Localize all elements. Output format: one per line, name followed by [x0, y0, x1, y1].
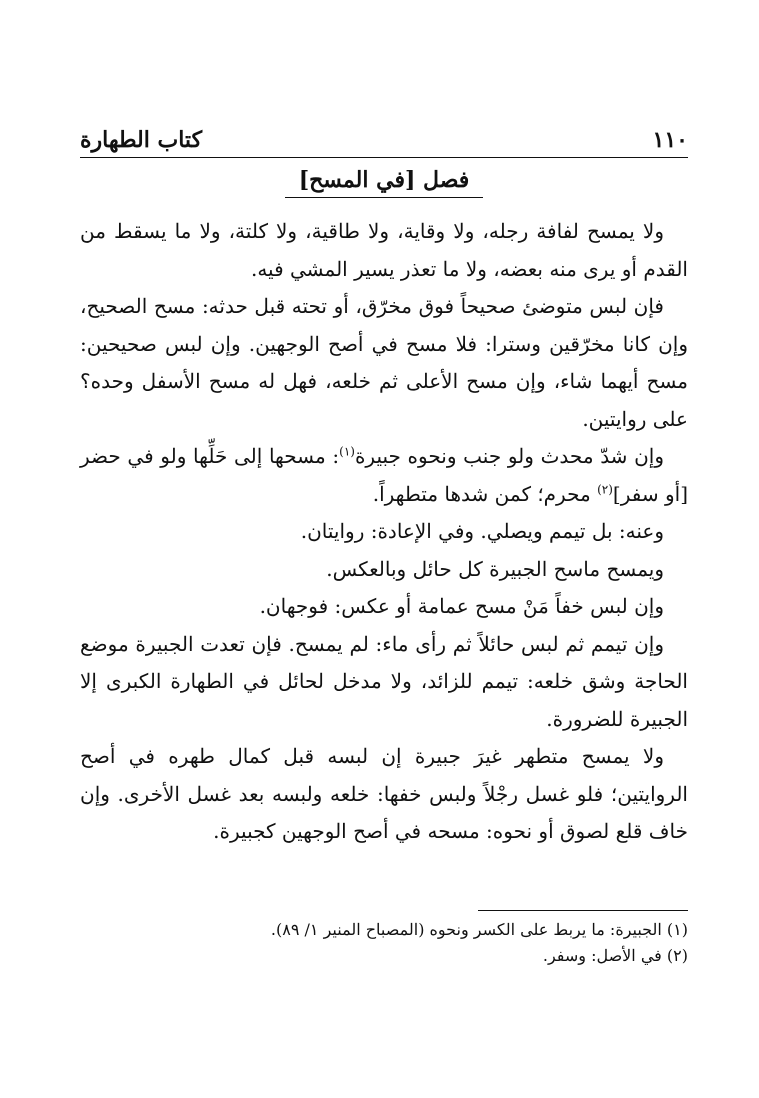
- paragraph: وعنه: بل تيمم ويصلي. وفي الإعادة: روايتان.: [300, 519, 664, 543]
- paragraph: فإن لبس متوضئ صحيحاً فوق مخرّق، أو تحته قبل حدثه: مسح الصحيح، وإن كانا مخرّقين وسترا: فلا مسح في أصح الوجهين. وإن لبس صحيحين: مسح أيهما شاء، وإن مسح الأعلى ثم خلعه، فهل له مسح الأسفل وحده؟ على روايتين.: [80, 294, 688, 431]
- paragraph-text: : مسحها إلى حَلِّها ولو في حضر [أو سفر]: [80, 444, 688, 506]
- paragraph-text: محرم؛ كمن شدها متطهراً.: [372, 481, 598, 506]
- footnote: (٢) في الأصل: وسفر.: [542, 946, 688, 965]
- footnote-ref: (١): [339, 444, 355, 459]
- paragraph-text: وإن شدّ محدث ولو جنب ونحوه جبيرة: [354, 444, 664, 468]
- footnote-ref: (٢): [597, 481, 613, 496]
- section-heading-text: فصل [في المسح]: [285, 163, 484, 198]
- paragraph: ويمسح ماسح الجبيرة كل حائل وبالعكس.: [326, 556, 664, 581]
- section-heading: [80, 163, 688, 198]
- page-number: ١١٠: [652, 127, 688, 153]
- paragraph: وإن لبس خفاً مَنْ مسح عمامة أو عكس: فوجهان.: [259, 594, 664, 618]
- book-title: كتاب الطهارة: [80, 127, 203, 153]
- paragraph: وإن تيمم ثم لبس حائلاً ثم رأى ماء: لم يمسح. فإن تعدت الجبيرة موضع الحاجة وشق خلعه: تيمم للزائد، ولا مدخل لحائل في الطهارة الكبرى إلا الجبيرة للضرورة.: [80, 631, 688, 731]
- footnote-divider: [478, 910, 688, 911]
- running-header: [80, 125, 688, 158]
- footnotes: [80, 917, 688, 969]
- body-text: [80, 213, 688, 851]
- book-page: [80, 125, 688, 1045]
- paragraph: ولا يمسح متطهر غيرَ جبيرة إن لبسه قبل كمال طهره في أصح الروايتين؛ فلو غسل رجْلاً ولبس خفها: خلعه ولبسه بعد غسل الأخرى. وإن خاف قلع لصوق أو نحوه: مسحه في أصح الوجهين كجبيرة.: [80, 744, 688, 843]
- paragraph: ولا يمسح لفافة رجله، ولا وقاية، ولا طاقية، ولا كلتة، ولا ما يسقط من القدم أو يرى منه بعضه، ولا ما تعذر يسير المشي فيه.: [80, 219, 688, 281]
- footnote: (١) الجبيرة: ما يربط على الكسر ونحوه (المصباح المنير ١/ ٨٩).: [270, 920, 688, 939]
- paragraph: [80, 438, 688, 513]
